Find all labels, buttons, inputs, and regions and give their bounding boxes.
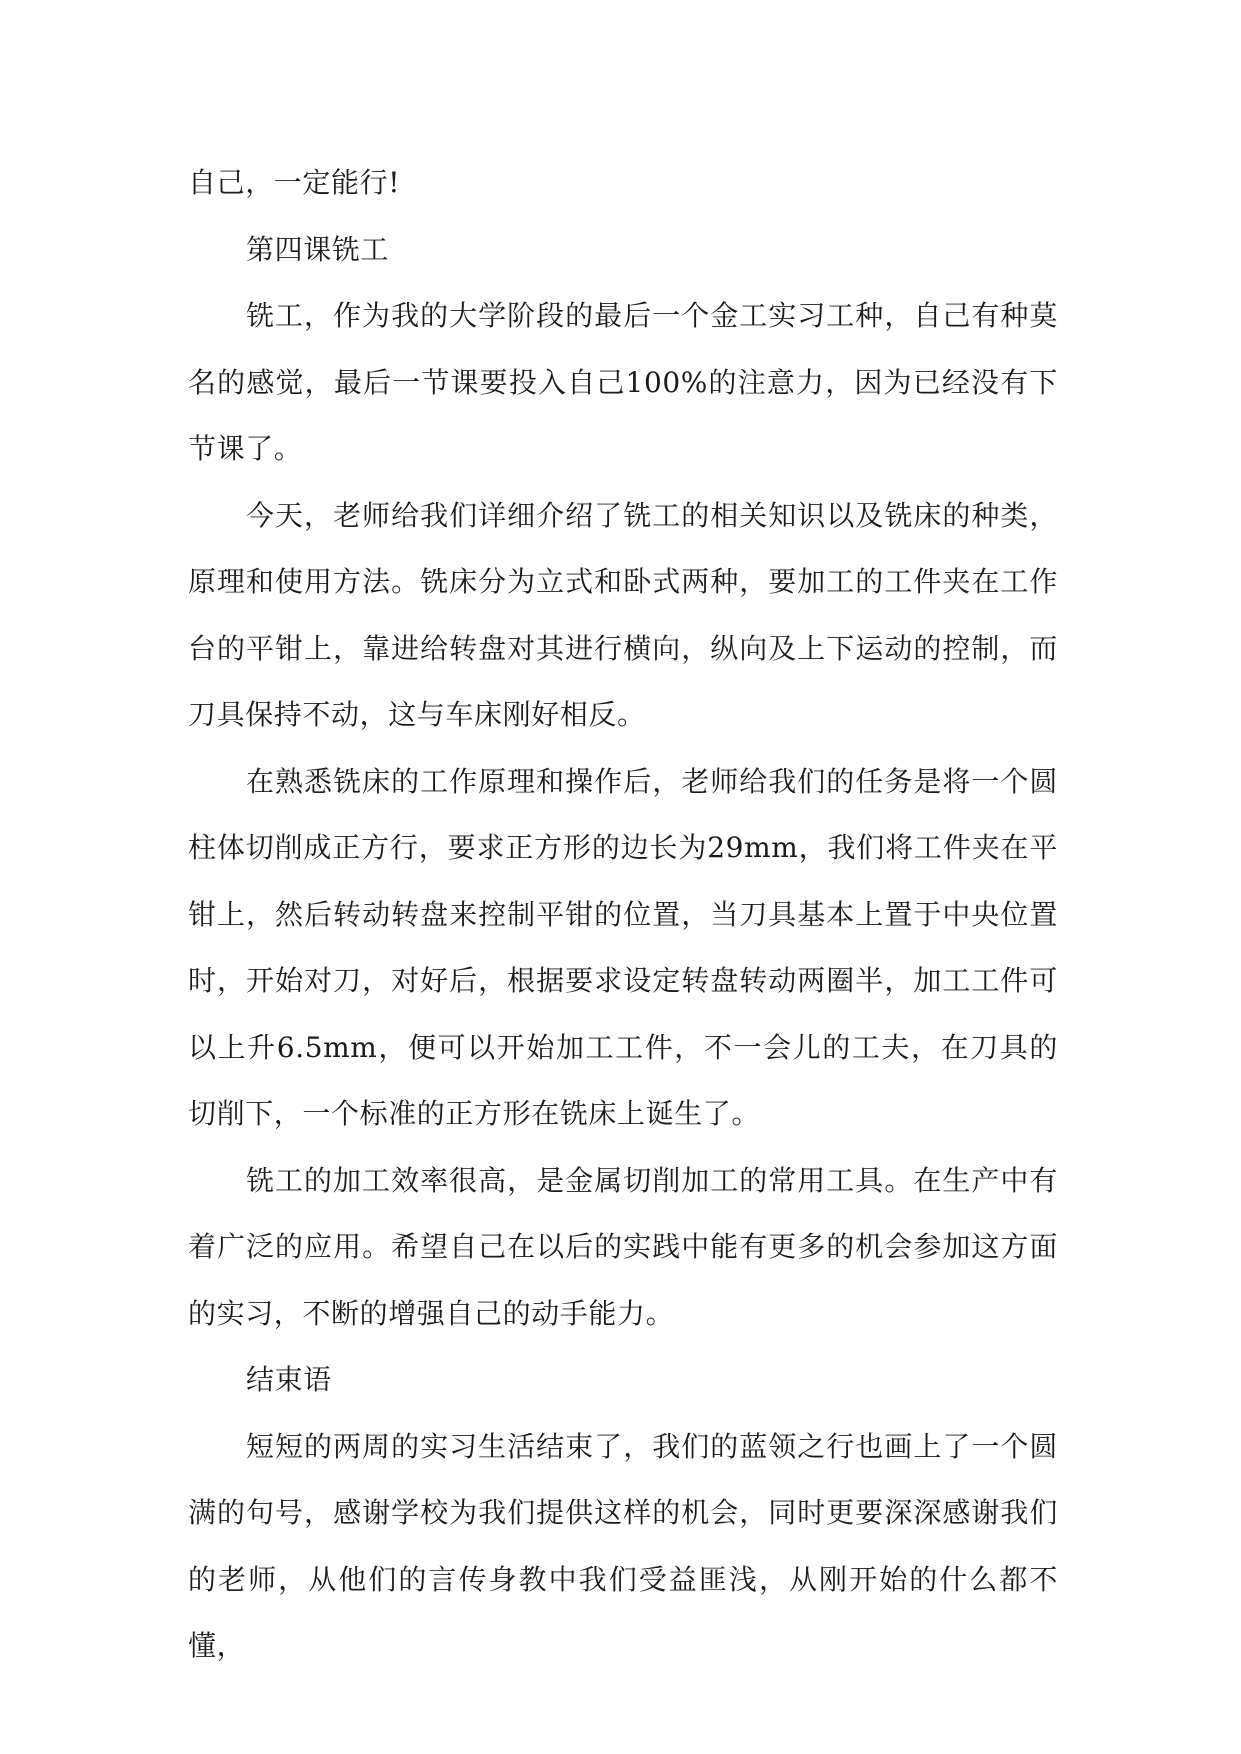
paragraph-milling-intro: 铣工，作为我的大学阶段的最后一个金工实习工种，自己有种莫名的感觉，最后一节课要投入自己100%的注意力，因为已经没有下节课了。 xyxy=(188,299,1058,465)
section-heading-lesson-four-milling: 第四课铣工 xyxy=(246,232,390,266)
paragraph-continuation: 自己，一定能行! xyxy=(188,166,401,199)
document-body xyxy=(188,150,1058,1680)
section-heading-conclusion: 结束语 xyxy=(246,1363,332,1396)
paragraph-milling-task: 在熟悉铣床的工作原理和操作后，老师给我们的任务是将一个圆柱体切削成正方行，要求正方形的边长为29mm，我们将工件夹在平钳上，然后转动转盘来控制平钳的位置，当刀具基本上置于中央位置时，开始对刀，对好后，根据要求设定转盘转动两圈半，加工工件可以上升6.5mm，便可以开始加工工件，不一会儿的工夫，在刀具的切削下，一个标准的正方形在铣床上诞生了。 xyxy=(188,764,1058,1130)
paragraph-milling-machine-overview: 今天，老师给我们详细介绍了铣工的相关知识以及铣床的种类，原理和使用方法。铣床分为立式和卧式两种，要加工的工件夹在工作台的平钳上，靠进给转盘对其进行横向，纵向及上下运动的控制，而刀具保持不动，这与车床刚好相反。 xyxy=(188,498,1058,731)
paragraph-milling-efficiency: 铣工的加工效率很高，是金属切削加工的常用工具。在生产中有着广泛的应用。希望自己在以后的实践中能有更多的机会参加这方面的实习，不断的增强自己的动手能力。 xyxy=(188,1163,1058,1330)
paragraph-conclusion: 短短的两周的实习生活结束了，我们的蓝领之行也画上了一个圆满的句号，感谢学校为我们提供这样的机会，同时更要深深感谢我们的老师，从他们的言传身教中我们受益匪浅，从刚开始的什么都不懂， xyxy=(188,1429,1058,1662)
